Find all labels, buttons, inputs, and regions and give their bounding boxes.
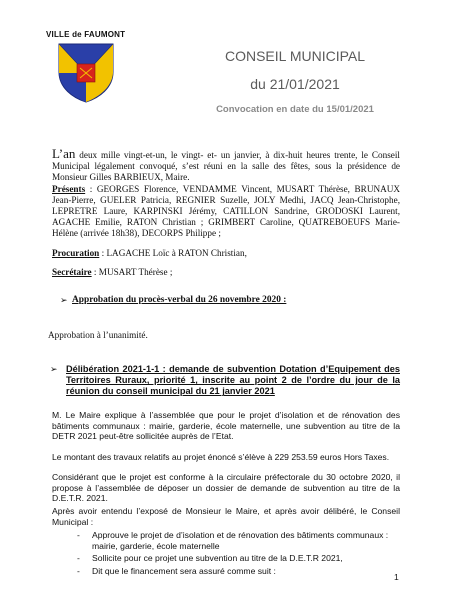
secretaire-paragraph xyxy=(52,267,400,278)
convocation-date: Convocation en date du 15/01/2021 xyxy=(216,104,374,115)
presents-text: : GEORGES Florence, VENDAMME Vincent, MUSART Thérèse, BRUNAUX Jean-Pierre, GUELER Patricia, REGNIER Suzelle, JOLY Medhi, JACQ Jean-Christophe, LEPRETRE Laure, KARPINSKI Jérémy, CATILLON Sandrine, GRODOSKI Laurent, AGACHE Emilie, RATON Christian ; GRIMBERT Caroline, QUATREBOEUFS Marie-Hélène (arrivée 18h38), DECORPS Philippe ; xyxy=(52,183,400,239)
list-item: - Dit que le financement sera assuré comme suit : xyxy=(77,565,276,576)
coat-of-arms-icon xyxy=(57,42,115,104)
town-name: VILLE de FAUMONT xyxy=(46,30,126,39)
approbation-result: Approbation à l’unanimité. xyxy=(48,330,148,340)
deliberation-heading xyxy=(52,364,400,398)
deliberation-paragraph-3: Considérant que le projet est conforme à la circulaire préfectorale du 30 octobre 2020, il propose à l’assemblée de déposer un dossier de demande de subvention au titre de la D.E.T.R. 2021. xyxy=(52,472,400,504)
arrow-bullet-icon: ➢ xyxy=(60,295,68,305)
presents-paragraph xyxy=(52,184,400,240)
secretaire-text: : MUSART Thérèse ; xyxy=(91,266,173,277)
intro-paragraph xyxy=(52,148,400,184)
approbation-title: Approbation du procès-verbal du 26 novembre 2020 : xyxy=(72,295,287,305)
deliberation-paragraph-4: Après avoir entendu l’exposé de Monsieur le Maire, et après avoir délibéré, le Conseil Municipal : xyxy=(52,506,400,527)
deliberation-title: Délibération 2021-1-1 : demande de subvention Dotation d’Equipement des Territoires Ruraux, priorité 1, inscrite au point 2 de l’ordre du jour de la réunion du conseil municipal du 21 janvier 2021 xyxy=(66,364,400,397)
list-item: - Sollicite pour ce projet une subvention au titre de la D.E.T.R 2021, xyxy=(77,553,343,564)
minutes-body xyxy=(52,148,400,278)
procuration-paragraph xyxy=(52,248,400,259)
meeting-date: du 21/01/2021 xyxy=(250,76,340,92)
page-number: 1 xyxy=(394,572,399,582)
intro-text: deux mille vingt-et-un, le vingt- et- un janvier, à dix-huit heures trente, le Conseil Municipal légalement convoqué, s’est réuni en la salle des fêtes, sous la présidence de Monsieur Gilles BARBIEUX, Maire. xyxy=(52,150,400,183)
secretaire-label: Secrétaire xyxy=(52,266,92,277)
procuration-text: : LAGACHE Loïc à RATON Christian, xyxy=(99,247,247,258)
procuration-label: Procuration xyxy=(52,247,100,258)
arrow-bullet-icon: ➢ xyxy=(50,364,58,374)
presents-label: Présents xyxy=(52,183,86,194)
approbation-heading xyxy=(60,295,286,305)
document-title: CONSEIL MUNICIPAL xyxy=(224,48,366,64)
list-item: - Approuve le projet de d’isolation et de rénovation des bâtiments communaux : mairie, garderie, école maternelle xyxy=(77,530,389,551)
letterhead xyxy=(46,30,136,39)
intro-first-word: L’an xyxy=(52,146,76,161)
decision-list xyxy=(52,530,400,578)
document-header xyxy=(195,48,395,115)
deliberation-paragraph-2: Le montant des travaux relatifs au projet énoncé s’élève à 229 253.59 euros Hors Taxes. xyxy=(52,452,390,462)
deliberation-paragraph-1: M. Le Maire explique à l’assemblée que pour le projet d’isolation et de rénovation des bâtiments communaux : mairie, garderie, école maternelle, une subvention au titre de la DETR 2021 peut-être sollicitée auprès de l’Etat. xyxy=(52,410,400,442)
